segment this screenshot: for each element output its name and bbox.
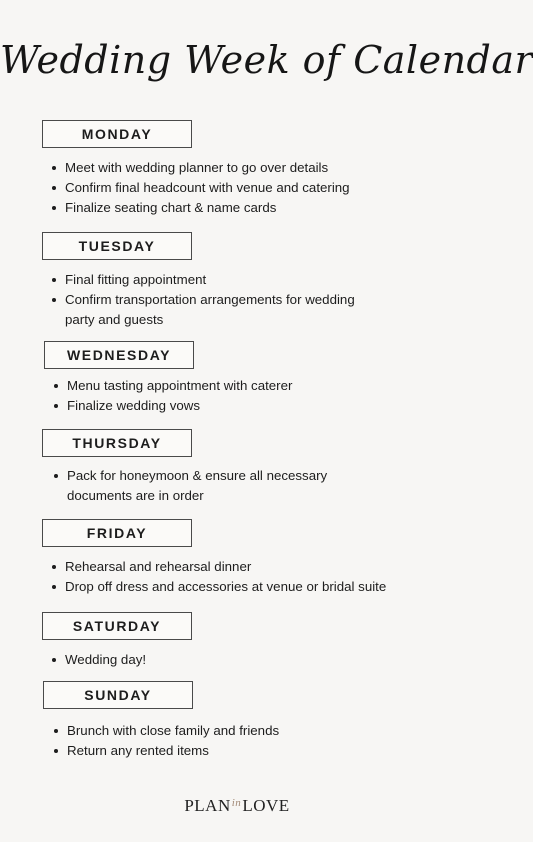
day-header-friday: FRIDAY (42, 519, 192, 547)
day-header-wednesday: WEDNESDAY (44, 341, 194, 369)
saturday-task-list (50, 650, 440, 670)
list-item: Pack for honeymoon & ensure all necessary documents are in order (52, 466, 352, 506)
brand-text-middle: in (231, 797, 242, 809)
list-item: Brunch with close family and friends (52, 721, 442, 741)
list-item: Drop off dress and accessories at venue or bridal suite (50, 577, 450, 597)
brand-text-left: PLAN (184, 796, 231, 815)
page-title: Wedding Week of Calendar (0, 38, 533, 82)
list-item: Menu tasting appointment with caterer (52, 376, 442, 396)
list-item: Return any rented items (52, 741, 442, 761)
day-header-thursday: THURSDAY (42, 429, 192, 457)
list-item: Confirm final headcount with venue and catering (50, 178, 440, 198)
day-header-monday: MONDAY (42, 120, 192, 148)
list-item: Wedding day! (50, 650, 440, 670)
list-item: Meet with wedding planner to go over details (50, 158, 440, 178)
list-item: Final fitting appointment (50, 270, 380, 290)
sunday-task-list (52, 721, 442, 761)
day-header-tuesday: TUESDAY (42, 232, 192, 260)
brand-text-right: LOVE (242, 796, 290, 815)
wednesday-task-list (52, 376, 442, 416)
monday-task-list (50, 158, 440, 218)
list-item: Finalize wedding vows (52, 396, 442, 416)
brand-logo (0, 796, 474, 816)
thursday-task-list (52, 466, 352, 506)
day-header-sunday: SUNDAY (43, 681, 193, 709)
tuesday-task-list (50, 270, 380, 330)
list-item: Confirm transportation arrangements for wedding party and guests (50, 290, 380, 330)
friday-task-list (50, 557, 450, 597)
day-header-saturday: SATURDAY (42, 612, 192, 640)
list-item: Finalize seating chart & name cards (50, 198, 440, 218)
list-item: Rehearsal and rehearsal dinner (50, 557, 450, 577)
